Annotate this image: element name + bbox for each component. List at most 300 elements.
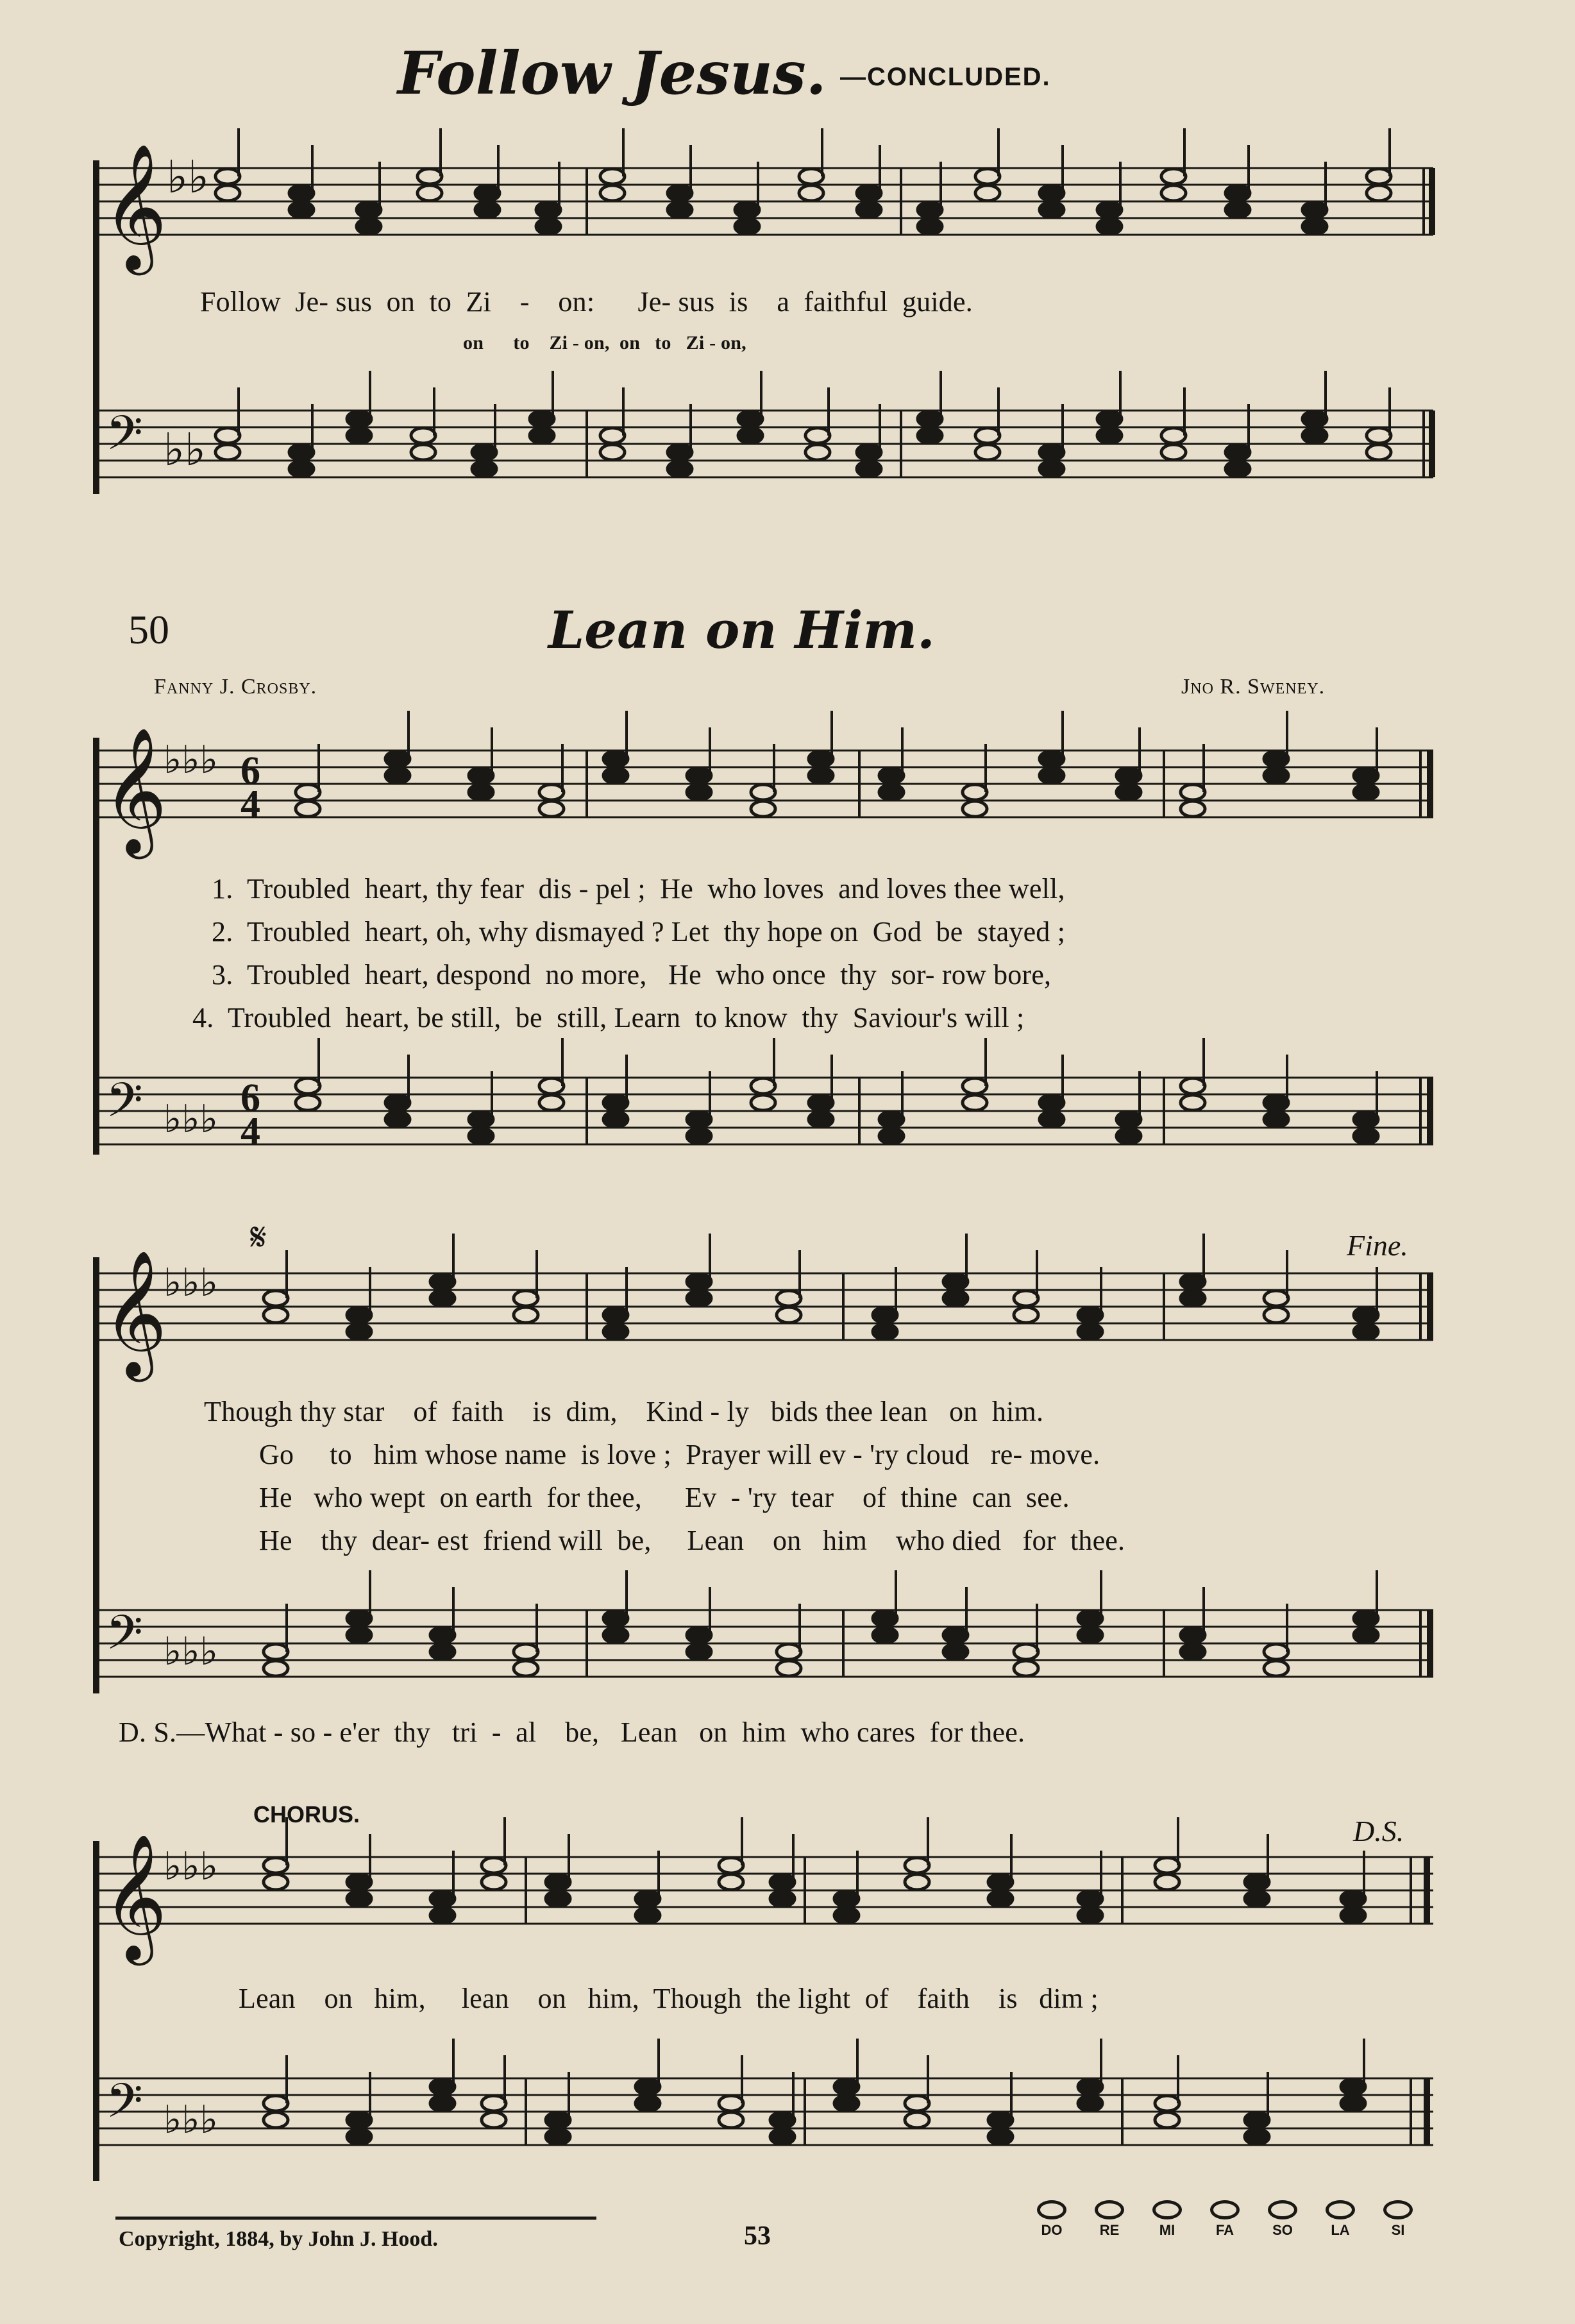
title-suffix: —CONCLUDED.	[840, 63, 1051, 91]
notehead	[1097, 202, 1122, 217]
notehead	[1341, 1908, 1365, 1923]
notehead	[539, 1078, 564, 1094]
notehead	[469, 1128, 493, 1144]
notehead	[668, 185, 692, 201]
notehead	[264, 1307, 288, 1323]
notehead	[1367, 428, 1391, 443]
notehead	[834, 1908, 859, 1923]
notehead	[600, 185, 625, 201]
chorus-label: CHORUS.	[253, 1801, 360, 1828]
notehead	[770, 2129, 795, 2144]
notehead	[687, 1128, 711, 1144]
notehead	[1181, 785, 1205, 800]
notehead	[546, 2129, 570, 2144]
verse2-line-2: Go to him whose name is love ; Prayer will ev - 'ry cloud re- move.	[259, 1439, 1100, 1470]
notehead	[1264, 751, 1288, 767]
notehead	[770, 2112, 795, 2128]
notehead	[777, 1307, 801, 1323]
svg-text:♭♭♭: ♭♭♭	[164, 738, 218, 783]
notehead	[1264, 1112, 1288, 1127]
notehead	[687, 1644, 711, 1659]
notehead	[1161, 445, 1186, 460]
notehead	[1078, 1324, 1102, 1339]
notehead	[1354, 785, 1378, 800]
notehead	[988, 1891, 1013, 1906]
notehead	[834, 2079, 859, 2094]
verse2-line-1: Though thy star of faith is dim, Kind - ly bids thee lean on him.	[204, 1396, 1044, 1427]
notehead	[385, 1112, 410, 1127]
notehead	[1040, 1112, 1064, 1127]
notehead	[918, 428, 942, 443]
notehead	[751, 1095, 775, 1110]
notehead	[1354, 1611, 1378, 1626]
notehead	[1225, 185, 1250, 201]
notehead	[1078, 2079, 1102, 2094]
notehead	[603, 1095, 628, 1110]
notehead	[1367, 445, 1391, 460]
solfege-la	[1315, 2200, 1366, 2239]
copyright: Copyright, 1884, by John J. Hood.	[119, 2227, 438, 2251]
notehead	[430, 1644, 455, 1659]
notehead	[1264, 1095, 1288, 1110]
notehead	[834, 1891, 859, 1906]
notehead	[1040, 461, 1064, 477]
notehead	[347, 411, 371, 427]
notehead	[514, 1291, 538, 1306]
solfege-notehead-icon	[1152, 2200, 1182, 2219]
notehead	[514, 1644, 538, 1659]
solfege-label: DO	[1041, 2222, 1063, 2238]
notehead	[770, 1891, 795, 1906]
notehead	[264, 1291, 288, 1306]
notehead	[1341, 2096, 1365, 2111]
solfege-notehead-icon	[1326, 2200, 1355, 2219]
notehead	[482, 1874, 506, 1890]
system-4-bass	[96, 2073, 1433, 2145]
notehead	[385, 1095, 410, 1110]
notehead	[738, 428, 762, 443]
solfege-so	[1257, 2200, 1308, 2239]
notehead	[1097, 219, 1122, 234]
notehead	[539, 1095, 564, 1110]
notehead	[1181, 1644, 1205, 1659]
notehead	[777, 1644, 801, 1659]
notehead	[530, 428, 554, 443]
svg-text:♭♭♭: ♭♭♭	[164, 1629, 218, 1674]
solfege-notehead-icon	[1095, 2200, 1124, 2219]
notehead	[264, 1644, 288, 1659]
notehead	[1097, 411, 1122, 427]
notehead	[1225, 202, 1250, 217]
solfege-label: SO	[1272, 2222, 1293, 2238]
notehead	[777, 1291, 801, 1306]
verse2-line-3: He who wept on earth for thee, Ev - 'ry tear of thine can see.	[259, 1482, 1070, 1513]
page-number: 53	[744, 2221, 771, 2251]
svg-text:𝄢: 𝄢	[106, 1605, 143, 1672]
system-3-bass	[96, 1605, 1433, 1677]
notehead	[636, 2079, 660, 2094]
notehead	[430, 2096, 455, 2111]
notehead	[975, 185, 1000, 201]
notehead	[603, 1611, 628, 1626]
notehead	[1302, 219, 1327, 234]
notehead	[1264, 1661, 1288, 1676]
notehead	[943, 1627, 968, 1643]
solfege-legend	[1026, 2200, 1424, 2258]
notehead	[603, 751, 628, 767]
notehead	[1341, 2079, 1365, 2094]
hymn-composer: Jno R. Sweney.	[1181, 675, 1326, 699]
notehead	[1078, 1891, 1102, 1906]
notehead	[430, 1908, 455, 1923]
notehead	[289, 461, 314, 477]
notehead	[879, 785, 904, 800]
notehead	[1181, 1095, 1205, 1110]
notehead	[215, 445, 240, 460]
follow-jesus-bass-lyric: on to Zi - on, on to Zi - on,	[463, 332, 746, 353]
notehead	[975, 169, 1000, 184]
notehead	[918, 411, 942, 427]
notehead	[215, 185, 240, 201]
notehead	[347, 1307, 371, 1323]
svg-text:♭♭♭: ♭♭♭	[164, 1260, 218, 1305]
notehead	[1040, 202, 1064, 217]
notehead	[1367, 169, 1391, 184]
verse-line-2: 2. Troubled heart, oh, why dismayed ? Let thy hope on God be stayed ;	[212, 916, 1066, 947]
notehead	[943, 1274, 968, 1289]
notehead	[482, 2112, 506, 2128]
notehead	[879, 1112, 904, 1127]
notehead	[1014, 1661, 1038, 1676]
notehead	[988, 1874, 1013, 1890]
notehead	[975, 445, 1000, 460]
notehead	[600, 428, 625, 443]
notehead	[536, 219, 560, 234]
notehead	[1040, 1095, 1064, 1110]
svg-text:♭♭♭: ♭♭♭	[164, 1097, 218, 1142]
solfege-label: LA	[1331, 2222, 1350, 2238]
notehead	[738, 411, 762, 427]
solfege-notehead-icon	[1037, 2200, 1066, 2219]
notehead	[1078, 1908, 1102, 1923]
notehead	[905, 2112, 929, 2128]
notehead	[264, 1874, 288, 1890]
svg-text:6: 6	[240, 749, 260, 793]
notehead	[751, 1078, 775, 1094]
notehead	[809, 1112, 833, 1127]
notehead	[668, 445, 692, 460]
notehead	[603, 1324, 628, 1339]
svg-text:𝄞: 𝄞	[103, 1250, 167, 1377]
notehead	[430, 1891, 455, 1906]
notehead	[1161, 169, 1186, 184]
notehead	[417, 169, 442, 184]
notehead	[1078, 2096, 1102, 2111]
notehead	[735, 202, 759, 217]
verse2-line-4: He thy dear- est friend will be, Lean on him who died for thee.	[259, 1525, 1125, 1556]
notehead	[1245, 2129, 1269, 2144]
notehead	[905, 1874, 929, 1890]
notehead	[805, 445, 830, 460]
notehead	[1245, 2112, 1269, 2128]
notehead	[735, 219, 759, 234]
notehead	[1225, 445, 1250, 460]
hymn-author: Fanny J. Crosby.	[154, 675, 317, 699]
notehead	[289, 185, 314, 201]
notehead	[1161, 185, 1186, 201]
notehead	[1181, 1627, 1205, 1643]
notehead	[347, 1627, 371, 1643]
notehead	[472, 445, 496, 460]
notehead	[943, 1644, 968, 1659]
hymn-title: Lean on Him.	[548, 600, 935, 660]
notehead	[687, 1291, 711, 1306]
chorus-lyric: Lean on him, lean on him, Though the light of faith is dim ;	[239, 1983, 1099, 2014]
notehead	[1116, 1128, 1141, 1144]
notehead	[1264, 1291, 1288, 1306]
notehead	[539, 785, 564, 800]
notehead	[1245, 1874, 1269, 1890]
notehead	[687, 1627, 711, 1643]
notehead	[1040, 768, 1064, 783]
notehead	[857, 202, 881, 217]
notehead	[430, 2079, 455, 2094]
notehead	[482, 2096, 506, 2111]
notehead	[385, 768, 410, 783]
notehead	[1354, 1324, 1378, 1339]
solfege-do	[1026, 2200, 1077, 2239]
notehead	[963, 801, 987, 817]
notehead	[873, 1627, 897, 1643]
notehead	[963, 1095, 987, 1110]
svg-text:𝄞: 𝄞	[103, 1833, 167, 1960]
notehead	[988, 2112, 1013, 2128]
ds-mark: D.S.	[1353, 1815, 1404, 1847]
notehead	[546, 2112, 570, 2128]
notehead	[873, 1307, 897, 1323]
notehead	[472, 461, 496, 477]
notehead	[687, 1274, 711, 1289]
hymn-number: 50	[128, 607, 169, 652]
notehead	[1181, 1274, 1205, 1289]
notehead	[469, 1112, 493, 1127]
notehead	[417, 185, 442, 201]
svg-text:♭♭♭: ♭♭♭	[164, 1844, 218, 1889]
notehead	[1354, 1307, 1378, 1323]
notehead	[347, 2112, 371, 2128]
notehead	[347, 1324, 371, 1339]
notehead	[1078, 1307, 1102, 1323]
notehead	[411, 428, 435, 443]
notehead	[539, 801, 564, 817]
solfege-label: RE	[1099, 2222, 1120, 2238]
notehead	[1116, 785, 1141, 800]
solfege-row	[1026, 2200, 1424, 2239]
notehead	[857, 461, 881, 477]
notehead	[264, 1858, 288, 1873]
ds-lyric: D. S.—What - so - e'er thy tri - al be, Lean on him who cares for thee.	[119, 1717, 1025, 1748]
notehead	[603, 1307, 628, 1323]
notehead	[1078, 1627, 1102, 1643]
notehead	[289, 445, 314, 460]
svg-text:𝄞: 𝄞	[103, 727, 167, 854]
noteheads	[215, 128, 1391, 2144]
solfege-re	[1084, 2200, 1135, 2239]
notehead	[514, 1307, 538, 1323]
solfege-label: FA	[1215, 2222, 1234, 2238]
notehead	[879, 1128, 904, 1144]
solfege-label: SI	[1391, 2222, 1405, 2238]
notehead	[357, 202, 381, 217]
svg-text:♭♭: ♭♭	[164, 423, 206, 476]
verse-line-3: 3. Troubled heart, despond no more, He who once thy sor- row bore,	[212, 959, 1052, 990]
notehead	[809, 751, 833, 767]
notehead	[264, 2096, 288, 2111]
notehead	[1155, 1858, 1179, 1873]
notehead	[1155, 2096, 1179, 2111]
notehead	[1181, 1291, 1205, 1306]
notehead	[988, 2129, 1013, 2144]
notehead	[719, 2112, 743, 2128]
notehead	[857, 445, 881, 460]
notehead	[296, 801, 320, 817]
notehead	[1161, 428, 1186, 443]
notehead	[1155, 1874, 1179, 1890]
notehead	[430, 1627, 455, 1643]
notehead	[1014, 1644, 1038, 1659]
notehead	[1225, 461, 1250, 477]
solfege-label: MI	[1159, 2222, 1175, 2238]
notehead	[1354, 1112, 1378, 1127]
notehead	[530, 411, 554, 427]
notehead	[636, 1908, 660, 1923]
notehead	[1116, 1112, 1141, 1127]
notehead	[799, 169, 823, 184]
notehead	[289, 202, 314, 217]
notehead	[1155, 2112, 1179, 2128]
notehead	[799, 185, 823, 201]
notehead	[1040, 751, 1064, 767]
notehead	[687, 1112, 711, 1127]
notehead	[475, 185, 500, 201]
notehead	[963, 1078, 987, 1094]
notehead	[873, 1324, 897, 1339]
notehead	[1097, 428, 1122, 443]
notehead	[687, 768, 711, 783]
notehead	[264, 2112, 288, 2128]
notehead	[469, 768, 493, 783]
notehead	[514, 1661, 538, 1676]
notehead	[719, 1874, 743, 1890]
verse-line-1: 1. Troubled heart, thy fear dis - pel ; He who loves and loves thee well,	[212, 873, 1065, 904]
solfege-mi	[1141, 2200, 1193, 2239]
notehead	[1040, 185, 1064, 201]
notehead	[873, 1611, 897, 1626]
notehead	[1245, 1891, 1269, 1906]
solfege-notehead-icon	[1383, 2200, 1413, 2219]
notehead	[603, 1627, 628, 1643]
notehead	[770, 1874, 795, 1890]
notehead	[347, 1891, 371, 1906]
svg-text:𝄢: 𝄢	[106, 1073, 143, 1140]
notehead	[347, 2129, 371, 2144]
notehead	[1354, 1627, 1378, 1643]
notehead	[1181, 801, 1205, 817]
notehead	[215, 428, 240, 443]
notehead	[546, 1874, 570, 1890]
notehead	[636, 2096, 660, 2111]
notehead	[1014, 1291, 1038, 1306]
notehead	[719, 1858, 743, 1873]
notehead	[636, 1891, 660, 1906]
notehead	[411, 445, 435, 460]
notehead	[347, 428, 371, 443]
notehead	[430, 1291, 455, 1306]
notehead	[603, 768, 628, 783]
notehead	[834, 2096, 859, 2111]
notehead	[975, 428, 1000, 443]
notehead	[1341, 1891, 1365, 1906]
notehead	[1367, 185, 1391, 201]
notehead	[918, 219, 942, 234]
notehead	[475, 202, 500, 217]
svg-text:4: 4	[240, 783, 260, 826]
notehead	[215, 169, 240, 184]
svg-text:𝄞: 𝄞	[103, 143, 167, 270]
solfege-notehead-icon	[1210, 2200, 1240, 2219]
notehead	[1116, 768, 1141, 783]
notehead	[918, 202, 942, 217]
notehead	[668, 461, 692, 477]
notehead	[603, 1112, 628, 1127]
notehead	[600, 445, 625, 460]
notehead	[347, 1874, 371, 1890]
notehead	[668, 202, 692, 217]
fine-mark: Fine.	[1347, 1229, 1408, 1262]
notehead	[1354, 1128, 1378, 1144]
notehead	[296, 1078, 320, 1094]
svg-text:4: 4	[240, 1110, 260, 1153]
svg-text:6: 6	[240, 1076, 260, 1120]
svg-text:𝄢: 𝄢	[106, 2073, 143, 2141]
solfege-si	[1372, 2200, 1424, 2239]
notehead	[296, 785, 320, 800]
notehead	[1264, 1644, 1288, 1659]
notehead	[943, 1291, 968, 1306]
verse-line-4: 4. Troubled heart, be still, be still, Learn to know thy Saviour's will ;	[192, 1002, 1025, 1033]
page-title: Follow Jesus.	[398, 38, 827, 108]
notehead	[805, 428, 830, 443]
notehead	[719, 2096, 743, 2111]
notehead	[751, 801, 775, 817]
svg-text:𝄢: 𝄢	[106, 405, 143, 473]
notehead	[1264, 768, 1288, 783]
notehead	[1302, 428, 1327, 443]
notehead	[536, 202, 560, 217]
notehead	[809, 1095, 833, 1110]
notehead	[482, 1858, 506, 1873]
notehead	[1264, 1307, 1288, 1323]
notehead	[347, 1611, 371, 1626]
notehead	[905, 2096, 929, 2111]
svg-text:♭♭♭: ♭♭♭	[164, 2098, 218, 2142]
notehead	[963, 785, 987, 800]
notehead	[879, 768, 904, 783]
solfege-notehead-icon	[1268, 2200, 1297, 2219]
solfege-fa	[1199, 2200, 1251, 2239]
notehead	[857, 185, 881, 201]
notehead	[1014, 1307, 1038, 1323]
